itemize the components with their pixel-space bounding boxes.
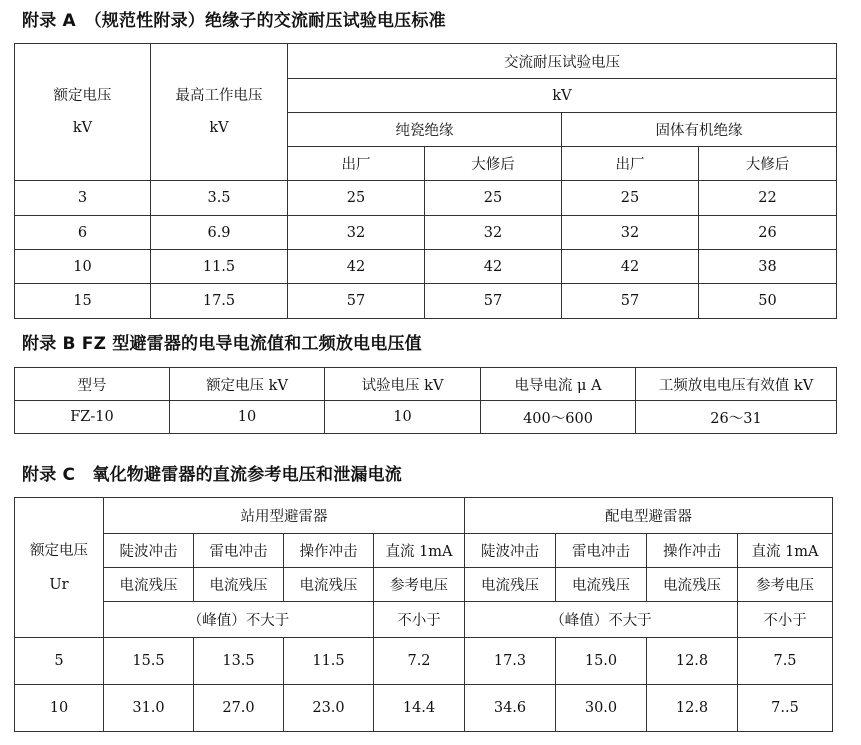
header-reference-voltage: 参考电压 <box>374 568 465 602</box>
header-switching-impulse: 操作冲击 <box>647 534 738 568</box>
header-organic-insulation: 固体有机绝缘 <box>562 113 837 147</box>
header-rated-voltage-label: 额定电压 <box>30 542 88 559</box>
table-row <box>15 181 837 216</box>
header-residual-voltage: 电流残压 <box>465 568 556 602</box>
insulator-test-voltage-table <box>14 43 837 319</box>
table-cell: 3.5 <box>151 181 288 216</box>
header-rated-voltage-label: 额定电压 <box>53 88 112 104</box>
table-cell: 10 <box>170 401 325 434</box>
table-cell: 12.8 <box>647 685 738 732</box>
table-row <box>15 638 833 685</box>
table-cell: 23.0 <box>284 685 374 732</box>
table-cell: 42 <box>425 250 562 284</box>
table-row <box>15 401 837 434</box>
table-cell: 3 <box>15 181 151 216</box>
header-factory: 出厂 <box>288 147 425 181</box>
header-distribution-arrester: 配电型避雷器 <box>465 498 833 534</box>
table-cell: 57 <box>562 284 699 319</box>
table-cell: 50 <box>699 284 837 319</box>
table-cell: 400～600 <box>481 401 636 434</box>
table-cell: 10 <box>15 250 151 284</box>
table-cell: 32 <box>425 216 562 250</box>
header-lightning-impulse: 雷电冲击 <box>556 534 647 568</box>
header-power-frequency-discharge: 工频放电电压有效值 kV <box>636 368 837 401</box>
header-rated-voltage: 额定电压 kV <box>170 368 325 401</box>
table-cell: 17.3 <box>465 638 556 685</box>
appendix-b-title: 附录 B FZ 型避雷器的电导电流值和工频放电电压值 <box>22 334 422 354</box>
table-cell: 17.5 <box>151 284 288 319</box>
header-rated-voltage <box>15 44 151 181</box>
table-cell: 32 <box>562 216 699 250</box>
header-residual-voltage: 电流残压 <box>104 568 194 602</box>
header-steep-wave: 陡波冲击 <box>104 534 194 568</box>
table-cell: 38 <box>699 250 837 284</box>
table-cell: 34.6 <box>465 685 556 732</box>
header-rated-voltage-symbol: Ur <box>49 576 69 593</box>
table-cell: 26 <box>699 216 837 250</box>
table-cell: 22 <box>699 181 837 216</box>
header-residual-voltage: 电流残压 <box>647 568 738 602</box>
table-cell: 5 <box>15 638 104 685</box>
header-test-voltage: 试验电压 kV <box>325 368 481 401</box>
table-row <box>15 250 837 284</box>
table-row <box>15 685 833 732</box>
header-station-arrester: 站用型避雷器 <box>104 498 465 534</box>
table-cell: 7.2 <box>374 638 465 685</box>
header-test-voltage: 交流耐压试验电压 <box>288 44 837 79</box>
table-cell: 26～31 <box>636 401 837 434</box>
table-cell: 13.5 <box>194 638 284 685</box>
table-row <box>15 216 837 250</box>
table-cell: 25 <box>562 181 699 216</box>
table-cell: 15.0 <box>556 638 647 685</box>
header-residual-voltage: 电流残压 <box>556 568 647 602</box>
table-cell: 11.5 <box>284 638 374 685</box>
table-cell: 14.4 <box>374 685 465 732</box>
header-residual-voltage: 电流残压 <box>194 568 284 602</box>
table-cell: 6.9 <box>151 216 288 250</box>
header-peak-not-exceed: （峰值）不大于 <box>104 602 374 638</box>
header-max-working-label: 最高工作电压 <box>175 88 263 104</box>
table-cell: 25 <box>425 181 562 216</box>
table-cell: 12.8 <box>647 638 738 685</box>
table-cell: 10 <box>325 401 481 434</box>
header-peak-not-exceed: （峰值）不大于 <box>465 602 738 638</box>
header-porcelain-insulation: 纯瓷绝缘 <box>288 113 562 147</box>
table-cell: 30.0 <box>556 685 647 732</box>
header-steep-wave: 陡波冲击 <box>465 534 556 568</box>
header-residual-voltage: 电流残压 <box>284 568 374 602</box>
table-cell: 7..5 <box>738 685 833 732</box>
header-max-working-voltage <box>151 44 288 181</box>
oxide-arrester-table <box>14 497 833 732</box>
header-test-voltage-unit: kV <box>288 79 837 113</box>
table-cell: 31.0 <box>104 685 194 732</box>
table-cell: 25 <box>288 181 425 216</box>
table-row <box>15 284 837 319</box>
table-cell: 57 <box>425 284 562 319</box>
table-cell: 15.5 <box>104 638 194 685</box>
table-cell: 42 <box>562 250 699 284</box>
header-overhaul: 大修后 <box>699 147 837 181</box>
header-rated-voltage-ur <box>15 498 104 638</box>
table-cell: 6 <box>15 216 151 250</box>
header-factory: 出厂 <box>562 147 699 181</box>
header-overhaul: 大修后 <box>425 147 562 181</box>
table-cell: 42 <box>288 250 425 284</box>
table-cell: 27.0 <box>194 685 284 732</box>
header-not-less-than: 不小于 <box>738 602 833 638</box>
appendix-a-title: 附录 A （规范性附录）绝缘子的交流耐压试验电压标准 <box>22 11 446 31</box>
appendix-c-title: 附录 C 氧化物避雷器的直流参考电压和泄漏电流 <box>22 465 402 485</box>
table-cell: 10 <box>15 685 104 732</box>
table-cell: 57 <box>288 284 425 319</box>
header-dc-1ma: 直流 1mA <box>374 534 465 568</box>
table-cell: 7.5 <box>738 638 833 685</box>
header-reference-voltage: 参考电压 <box>738 568 833 602</box>
header-dc-1ma: 直流 1mA <box>738 534 833 568</box>
header-max-working-unit: kV <box>209 120 229 136</box>
header-conduction-current: 电导电流 μ A <box>481 368 636 401</box>
header-rated-voltage-unit: kV <box>72 120 93 136</box>
header-switching-impulse: 操作冲击 <box>284 534 374 568</box>
header-lightning-impulse: 雷电冲击 <box>194 534 284 568</box>
table-cell: 15 <box>15 284 151 319</box>
table-cell: 11.5 <box>151 250 288 284</box>
fz-arrester-table <box>14 367 837 434</box>
header-model: 型号 <box>15 368 170 401</box>
table-cell: FZ-10 <box>15 401 170 434</box>
header-not-less-than: 不小于 <box>374 602 465 638</box>
table-cell: 32 <box>288 216 425 250</box>
